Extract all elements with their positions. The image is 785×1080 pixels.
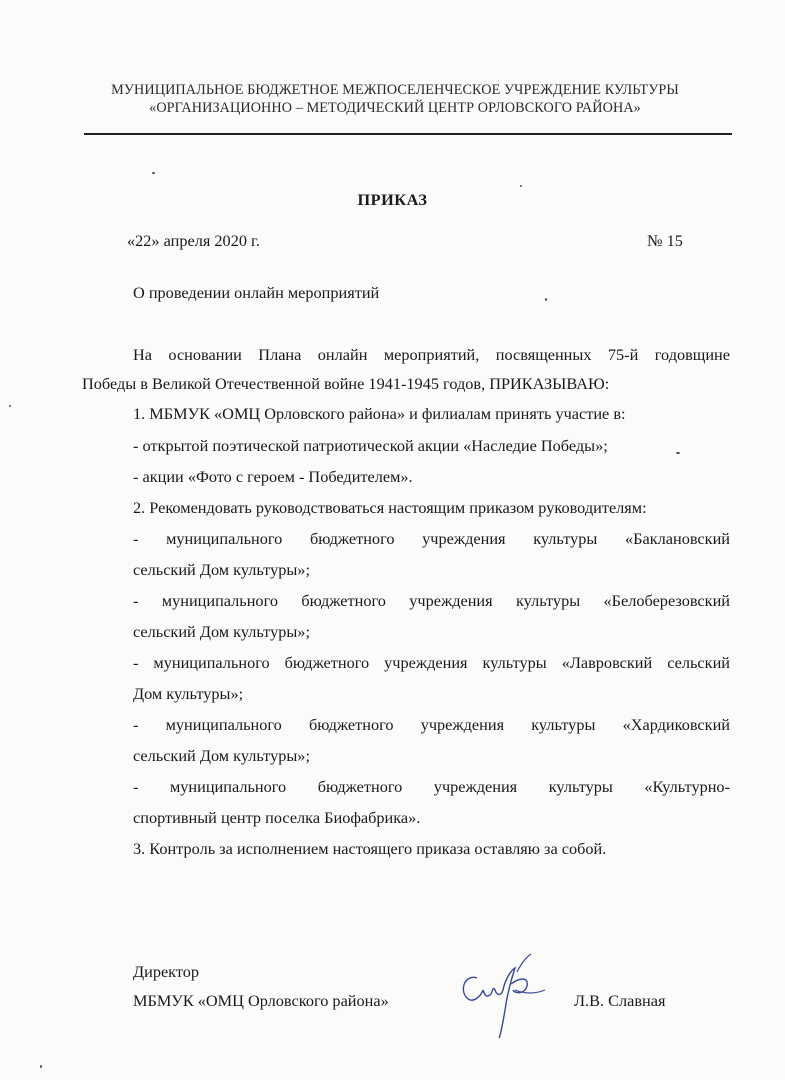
signer-name: Л.В. Славная	[574, 991, 666, 1010]
order-subject: О проведении онлайн мероприятий	[133, 283, 380, 302]
scan-speck	[676, 452, 680, 454]
header-divider	[84, 133, 732, 135]
item-3: 3. Контроль за исполнением настоящего приказа оставляю за собой.	[133, 839, 607, 858]
scan-speck	[152, 172, 155, 174]
org-header-line-1: МУНИЦИПАЛЬНОЕ БЮДЖЕТНОЕ МЕЖПОСЕЛЕНЧЕСКОЕ УЧРЕЖДЕНИЕ КУЛЬТУРЫ	[111, 82, 679, 98]
item-1-a: - открытой поэтической патриотической акции «Наследие Победы»;	[133, 436, 608, 455]
order-date: «22» апреля 2020 г.	[127, 231, 260, 250]
item-2-d-line-2: сельский Дом культуры»;	[133, 746, 310, 765]
signer-position-line-2: МБМУК «ОМЦ Орловского района»	[133, 991, 389, 1010]
scan-speck	[40, 1065, 42, 1068]
item-2-a-line-1: - муниципального бюджетного учреждения культуры «Баклановский	[133, 529, 730, 548]
item-2-c-line-1: - муниципального бюджетного учреждения культуры «Лавровский сельский	[133, 653, 730, 672]
handwritten-signature-icon	[455, 950, 555, 1040]
item-1-b: - акции «Фото с героем - Победителем».	[133, 467, 413, 486]
scan-speck	[545, 298, 547, 301]
item-2-e-line-1: - муниципального бюджетного учреждения культуры «Культурно-	[133, 777, 730, 796]
item-2-a-line-2: сельский Дом культуры»;	[133, 560, 310, 579]
order-number: № 15	[647, 231, 683, 250]
item-2-c-line-2: Дом культуры»;	[133, 684, 244, 703]
document-title: ПРИКАЗ	[357, 190, 428, 209]
item-2-b-line-1: - муниципального бюджетного учреждения культуры «Белоберезовский	[133, 591, 730, 610]
scan-speck	[9, 405, 11, 407]
intro-line-2: Победы в Великой Отечественной войне 1941-1945 годов, ПРИКАЗЫВАЮ:	[82, 374, 610, 393]
intro-line-1: На основании Плана онлайн мероприятий, посвященных 75-й годовщине	[133, 345, 730, 364]
item-1: 1. МБМУК «ОМЦ Орловского района» и филиалам принять участие в:	[133, 404, 626, 423]
scan-speck	[520, 185, 522, 187]
item-2-d-line-1: - муниципального бюджетного учреждения культуры «Хардиковский	[133, 715, 730, 734]
org-header-line-2: «ОРГАНИЗАЦИОННО – МЕТОДИЧЕСКИЙ ЦЕНТР ОРЛОВСКОГО РАЙОНА»	[149, 100, 641, 116]
item-2: 2. Рекомендовать руководствоваться настоящим приказом руководителям:	[133, 498, 647, 517]
item-2-b-line-2: сельский Дом культуры»;	[133, 622, 310, 641]
signer-position-line-1: Директор	[133, 962, 200, 981]
item-2-e-line-2: спортивный центр поселка Биофабрика».	[133, 808, 421, 827]
